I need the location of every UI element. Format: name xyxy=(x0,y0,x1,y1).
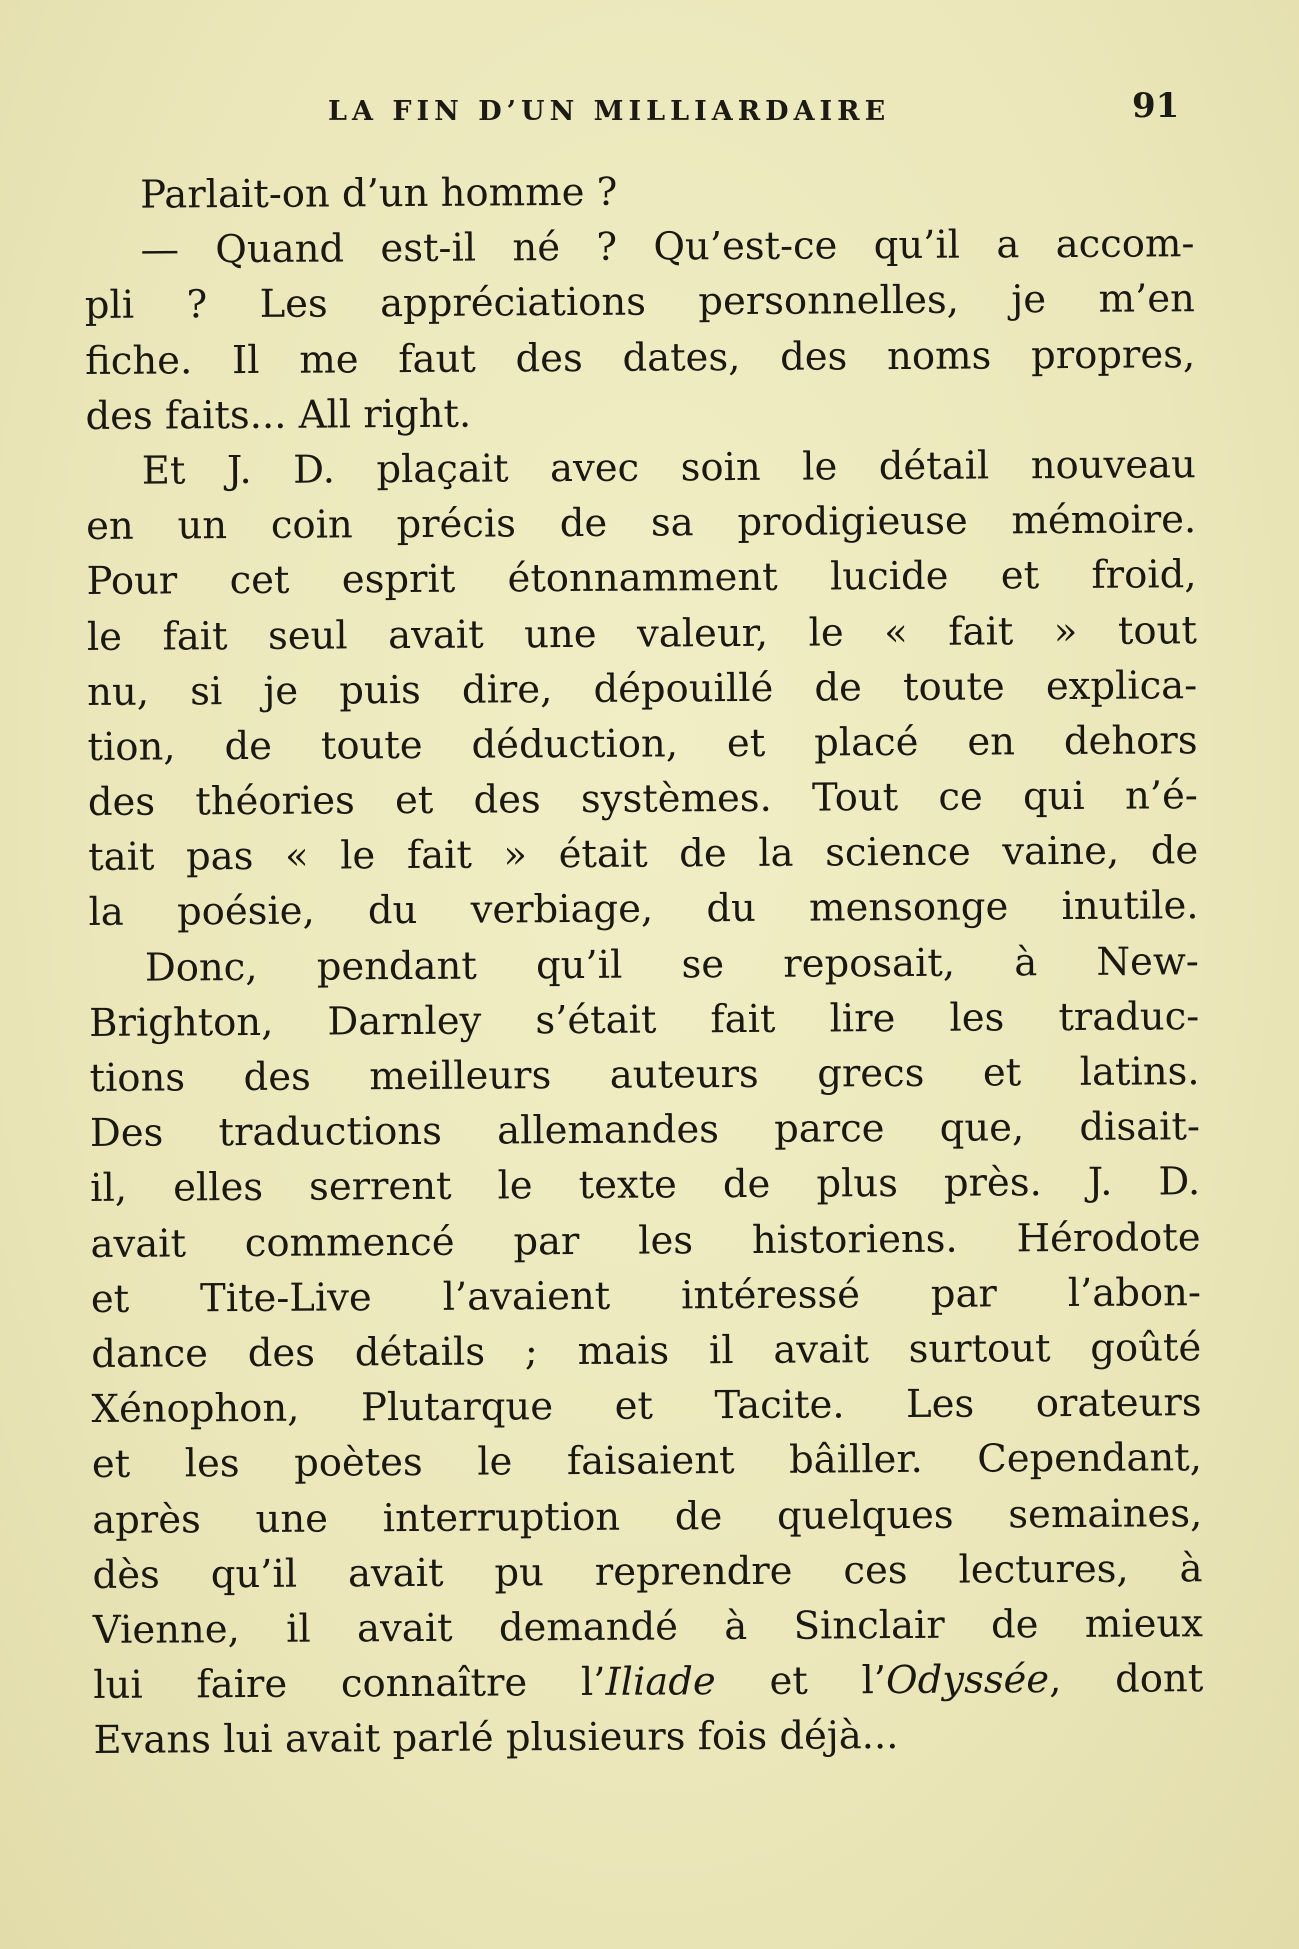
text-line: Des traductions allemandes parce que, disait- xyxy=(89,1104,1201,1157)
text-line: et les poètes le faisaient bâiller. Cependant, xyxy=(91,1435,1203,1488)
italic-title-odyssee: Odyssée xyxy=(885,1657,1050,1704)
text-line: après une interruption de quelques semaines, xyxy=(92,1490,1203,1543)
text-line: tion, de toute déduction, et placé en dehors xyxy=(87,718,1198,770)
text-line: nu, si je puis dire, dépouillé de toute explica- xyxy=(87,662,1198,715)
text-line: Donc, pendant qu’il se reposait, à New- xyxy=(144,938,1200,991)
text-line: pli ? Les appréciations personnelles, je m’en xyxy=(84,276,1195,329)
text-line: fiche. Il me faut des dates, des noms propres, xyxy=(85,331,1196,384)
text-line: avait commencé par les historiens. Hérodote xyxy=(90,1214,1201,1267)
body-text xyxy=(84,161,1204,1768)
text-line: dance des détails ; mais il avait surtout goûté xyxy=(91,1325,1202,1377)
text-segment: lui faire connaître l’ xyxy=(93,1659,606,1709)
text-line: — Quand est-il né ? Qu’est-ce qu’il a accom- xyxy=(140,221,1195,273)
text-segment: , dont xyxy=(1049,1656,1204,1703)
text-line: Et J. D. plaçait avec soin le détail nouveau xyxy=(141,442,1196,494)
text-line: le fait seul avait une valeur, le « fait » tout xyxy=(86,607,1197,660)
text-line: il, elles serrent le texte de plus près. J. D. xyxy=(90,1159,1201,1212)
page-number: 91 xyxy=(1132,86,1180,126)
text-line: des théories et des systèmes. Tout ce qui n’é- xyxy=(87,773,1198,826)
text-line: en un coin précis de sa prodigieuse mémoire. xyxy=(86,497,1197,550)
text-line: et Tite-Live l’avaient intéressé par l’abon- xyxy=(90,1269,1202,1322)
text-line: la poésie, du verbiage, du mensonge inutile. xyxy=(88,883,1199,936)
text-line: des faits... All right. xyxy=(85,391,472,439)
text-segment: et l’ xyxy=(715,1658,887,1705)
text-line: tions des meilleurs auteurs grecs et latins. xyxy=(89,1049,1200,1101)
text-line: Evans lui avait parlé plusieurs fois déjà... xyxy=(93,1713,899,1764)
text-line: Brighton, Darnley s’était fait lire les traduc- xyxy=(89,994,1200,1046)
text-line: Pour cet esprit étonnamment lucide et froid, xyxy=(86,552,1197,605)
text-line xyxy=(93,1651,1203,1713)
page-header xyxy=(0,86,1299,146)
text-line: Vienne, il avait demandé à Sinclair de mieux xyxy=(92,1601,1204,1653)
running-title: LA FIN D’UN MILLIARDAIRE xyxy=(328,96,891,127)
text-line: Parlait-on d’un homme ? xyxy=(140,169,618,218)
text-line: dès qu’il avait pu reprendre ces lectures, à xyxy=(92,1545,1203,1598)
text-line: tait pas « le fait » était de la science vaine, de xyxy=(88,828,1199,881)
italic-title-iliade: Iliade xyxy=(605,1659,716,1705)
text-line: Xénophon, Plutarque et Tacite. Les orateurs xyxy=(91,1380,1202,1433)
